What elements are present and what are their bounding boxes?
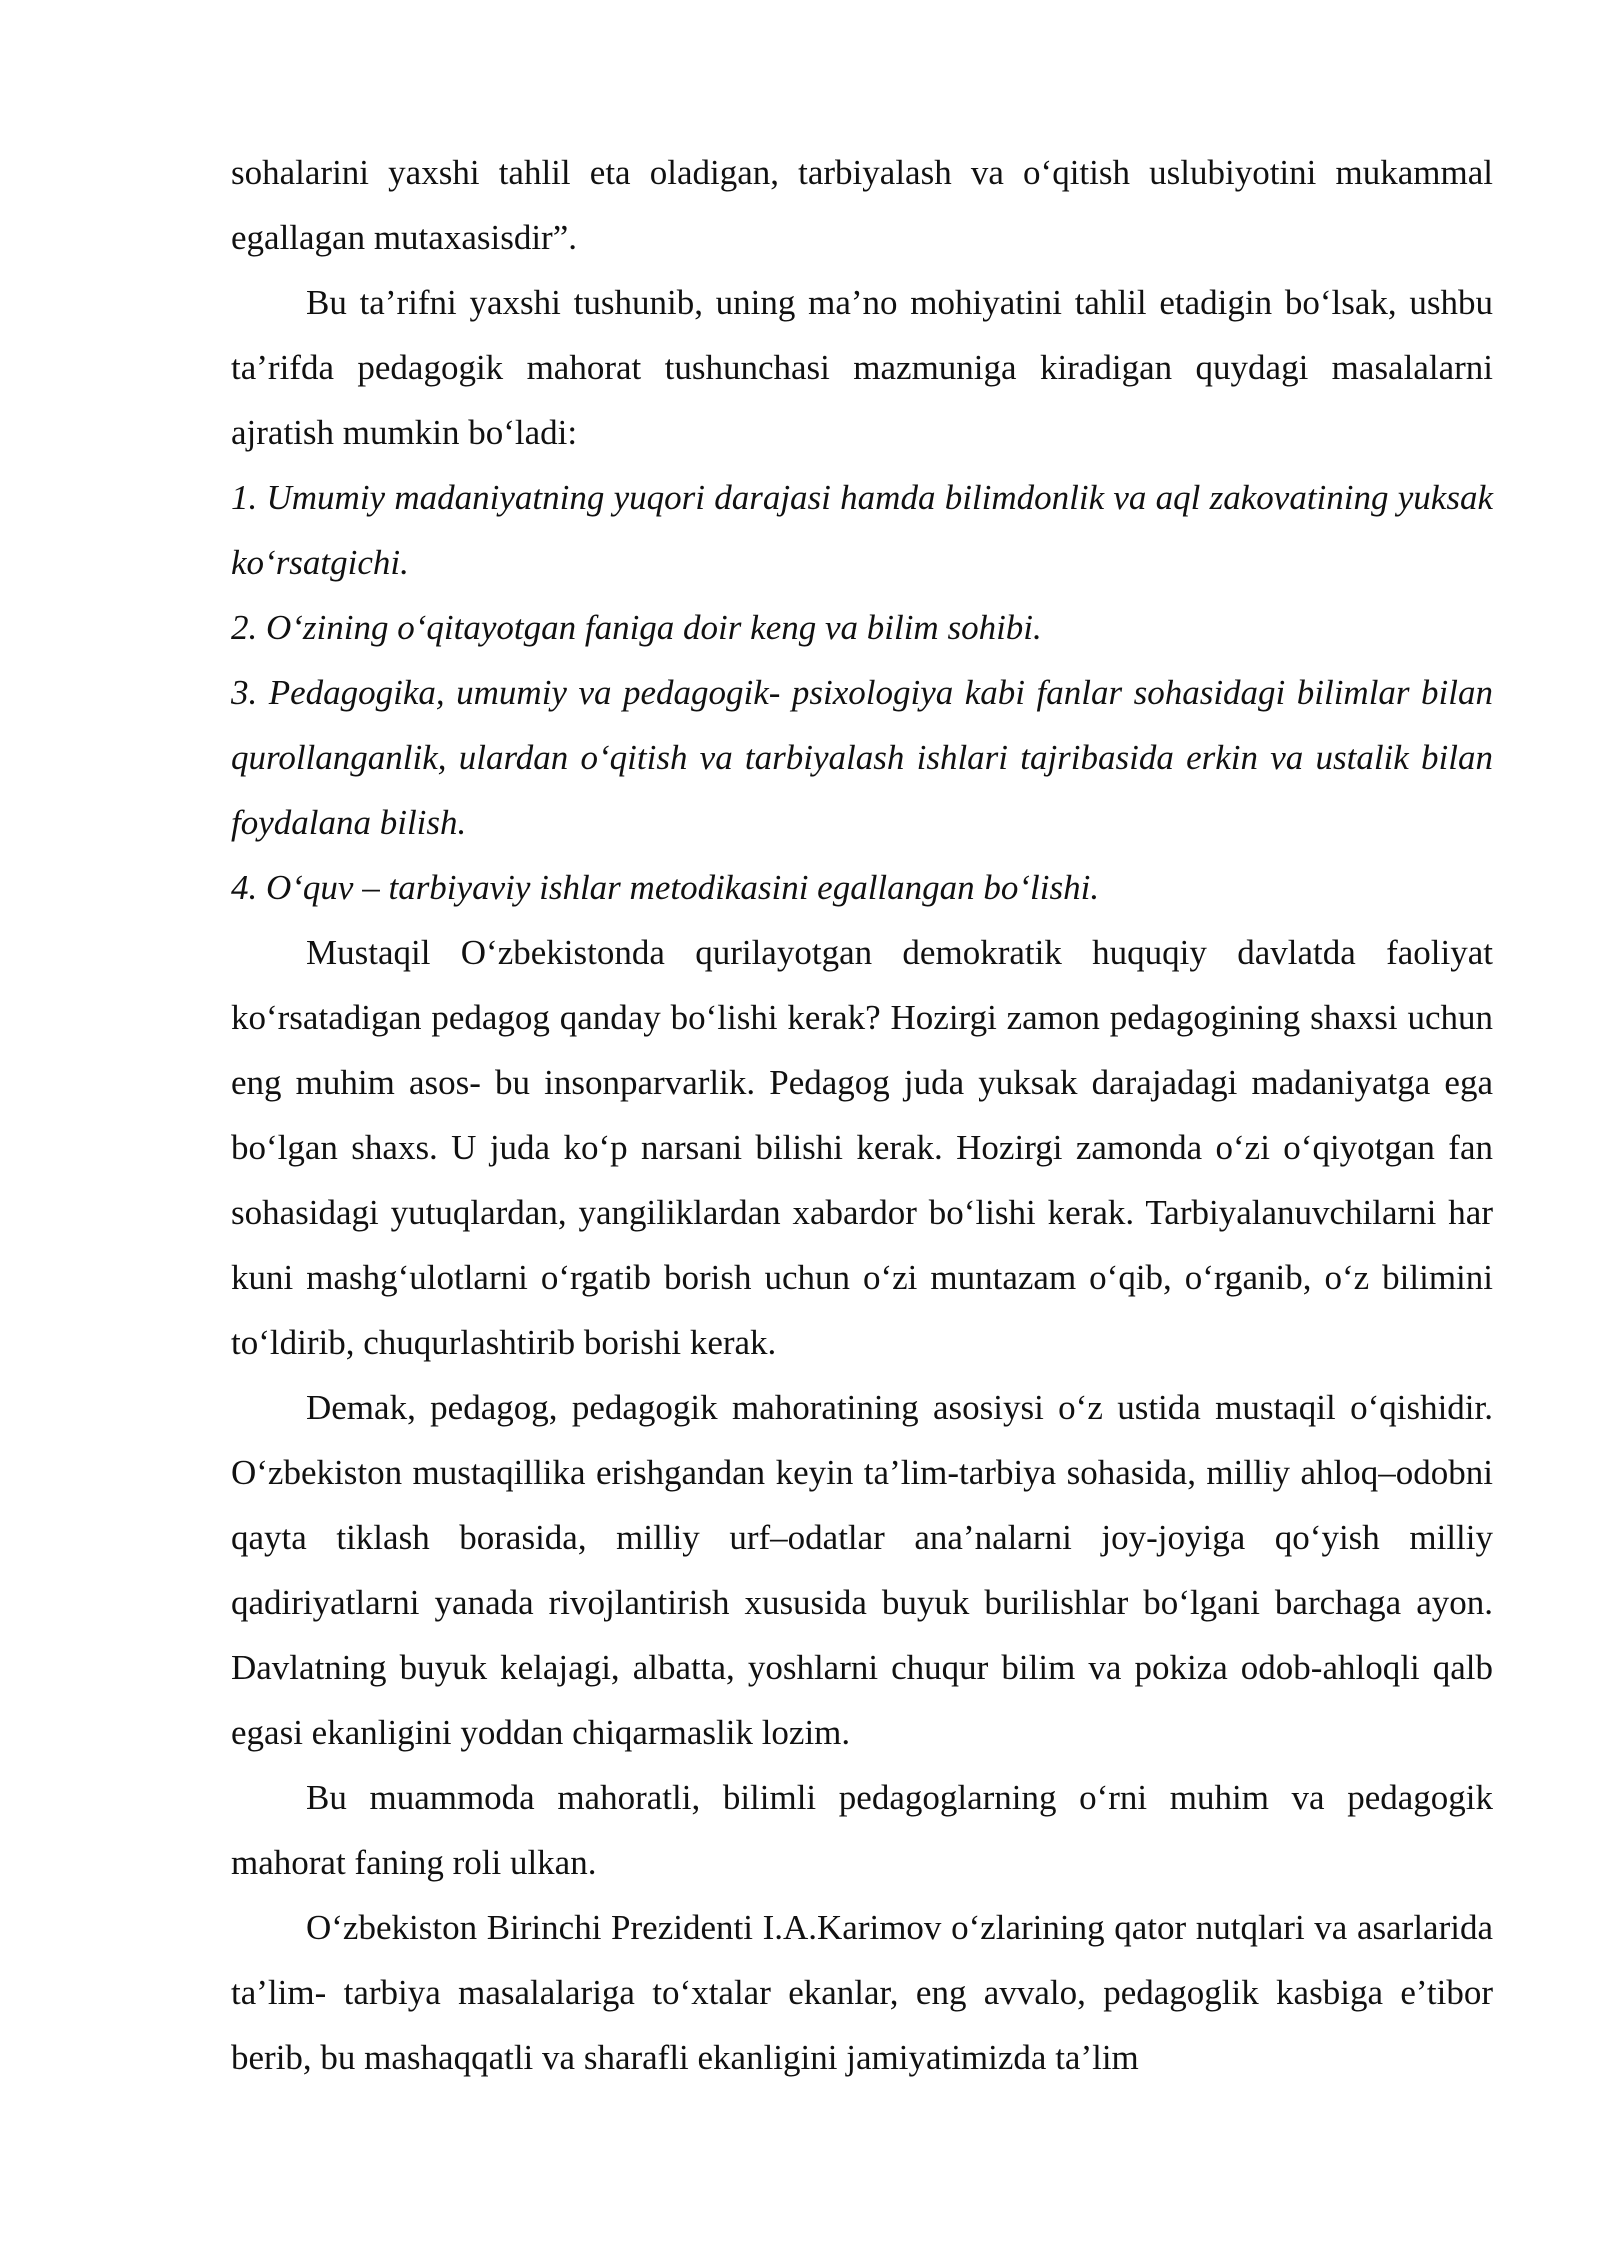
document-page — [231, 140, 1493, 2090]
paragraph-continuation: sohalarini yaxshi tahlil eta oladigan, tarbiyalash va o‘qitish uslubiyotini mukammal egallagan mutaxasisdir”. — [231, 153, 1493, 257]
paragraph-pedagog-qualities: Mustaqil O‘zbekistonda qurilayotgan demokratik huquqiy davlatda faoliyat ko‘rsatadigan pedagog qanday bo‘lishi kerak? Hozirgi zamon pedagogining shaxsi uchun eng muhim asos- bu insonparvarlik. Pedagog juda yuksak darajadagi madaniyatga ega bo‘lgan shaxs. U juda ko‘p narsani bilishi kerak. Hozirgi zamonda o‘zi o‘qiyotgan fan sohasidagi yutuqlardan, yangiliklardan xabardor bo‘lishi kerak. Tarbiyalanuvchilarni har kuni mashg‘ulotlarni o‘rgatib borish uchun o‘zi muntazam o‘qib, o‘rganib, o‘z bilimini to‘ldirib, chuqurlashtirib borishi kerak. — [231, 933, 1493, 1362]
list-item-3: 3. Pedagogika, umumiy va pedagogik- psixologiya kabi fanlar sohasidagi bilimlar bilan qurollanganlik, ulardan o‘qitish va tarbiyalash ishlari tajribasida erkin va ustalik bilan foydalana bilish. — [231, 673, 1493, 842]
list-item-2: 2. O‘zining o‘qitayotgan faniga doir keng va bilim sohibi. — [231, 608, 1042, 647]
paragraph-problem-role: Bu muammoda mahoratli, bilimli pedagoglarning o‘rni muhim va pedagogik mahorat faning roli ulkan. — [231, 1778, 1493, 1882]
list-item-1: 1. Umumiy madaniyatning yuqori darajasi hamda bilimdonlik va aql zakovatining yuksak ko‘rsatgichi. — [231, 478, 1493, 582]
paragraph-definition-analysis: Bu ta’rifni yaxshi tushunib, uning ma’no mohiyatini tahlil etadigin bo‘lsak, ushbu ta’rifda pedagogik mahorat tushunchasi mazmuniga kiradigan quydagi masalalarni ajratish mumkin bo‘ladi: — [231, 283, 1493, 452]
paragraph-president-speeches: O‘zbekiston Birinchi Prezidenti I.A.Karimov o‘zlarining qator nutqlari va asarlarida ta’lim- tarbiya masalalariga to‘xtalar ekanlar, eng avvalo, pedagoglik kasbiga e’tibor berib, bu mashaqqatli va sharafli ekanligini jamiyatimizda ta’lim — [231, 1908, 1493, 2077]
paragraph-self-study: Demak, pedagog, pedagogik mahoratining asosiysi o‘z ustida mustaqil o‘qishidir. O‘zbekiston mustaqillika erishgandan keyin ta’lim-tarbiya sohasida, milliy ahloq–odobni qayta tiklash borasida, milliy urf–odatlar ana’nalarni joy-joyiga qo‘yish milliy qadiriyatlarni yanada rivojlantirish xususida buyuk burilishlar bo‘lgani barchaga ayon. Davlatning buyuk kelajagi, albatta, yoshlarni chuqur bilim va pokiza odob-ahloqli qalb egasi ekanligini yoddan chiqarmaslik lozim. — [231, 1388, 1493, 1752]
list-item-4: 4. O‘quv – tarbiyaviy ishlar metodikasini egallangan bo‘lishi. — [231, 868, 1100, 907]
